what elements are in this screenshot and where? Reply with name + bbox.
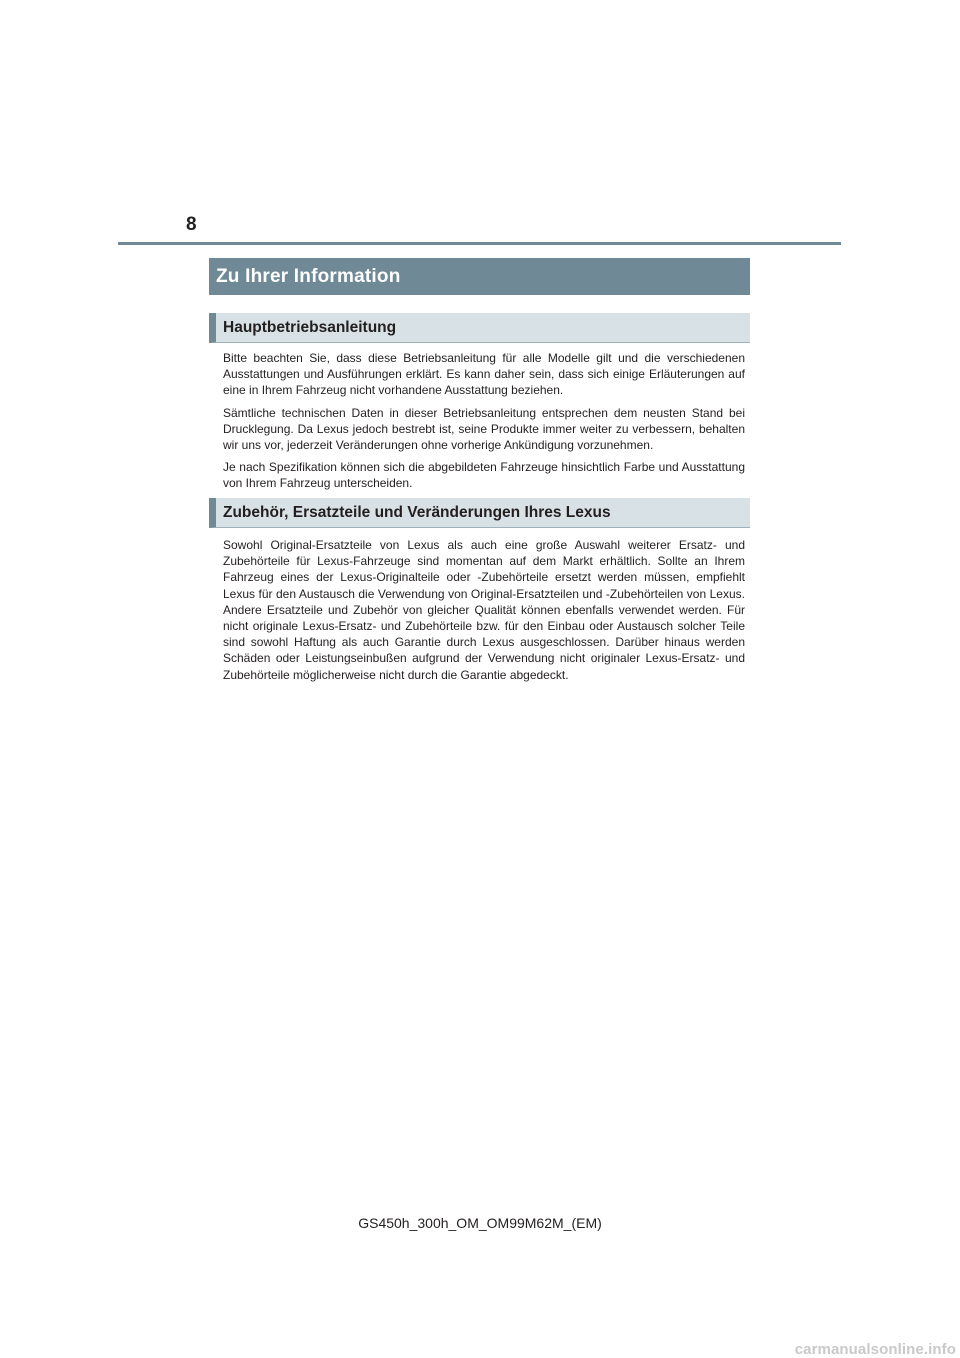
section-title: Zubehör, Ersatzteile und Veränderungen Ihres Lexus (223, 503, 611, 521)
section-header-zubehoer (209, 498, 750, 528)
chapter-header (209, 258, 750, 295)
section-title: Hauptbetriebsanleitung (223, 318, 397, 336)
paragraph: Je nach Spezifikation können sich die abgebildeten Fahrzeuge hinsichtlich Farbe und Ausstattung von Ihrem Fahrzeug unterscheiden. (223, 460, 745, 491)
paragraph: Bitte beachten Sie, dass diese Betriebsanleitung für alle Modelle gilt und die verschiedenen Ausstattungen und Ausführungen erklärt. Es kann daher sein, dass sich einige Erläuterungen auf eine in Ihrem Fahrzeug nicht vorhandene Ausstattung beziehen. (223, 351, 745, 398)
paragraph: Sowohl Original-Ersatzteile von Lexus als auch eine große Auswahl weiterer Ersatz- und Zubehörteile für Lexus-Fahrzeuge sind momentan auf dem Markt erhältlich. Sollte an Ihrem Fahrzeug eines der Lexus-Originalteile oder -Zubehörteile ersetzt werden müssen, empfiehlt Lexus für den Austausch die Verwendung von Original-Ersatzteilen und -Zubehörteilen von Lexus. Andere Ersatzteile und Zubehör von gleicher Qualität können ebenfalls verwendet werden. Für nicht originale Lexus-Ersatz- und Zubehörteile bzw. für den Einbau oder Austausch solcher Teile sind sowohl Haftung als auch Garantie durch Lexus ausgeschlossen. Darüber hinaus werden Schäden oder Leistungseinbußen aufgrund der Verwendung nicht originaler Lexus-Ersatz- und Zubehörteile möglicherweise nicht durch die Garantie abgedeckt. (223, 538, 745, 682)
paragraph: Sämtliche technischen Daten in dieser Betriebsanleitung entsprechen dem neusten Stand bei Drucklegung. Da Lexus jedoch bestrebt ist, seine Produkte immer weiter zu verbessern, behalten wir uns vor, jederzeit Veränderungen ohne vorherige Ankündigung vorzunehmen. (223, 406, 745, 453)
section-header-hauptbetriebsanleitung (209, 313, 750, 343)
watermark: carmanualsonline.info (794, 1341, 956, 1358)
top-rule (118, 242, 841, 245)
chapter-title: Zu Ihrer Information (216, 265, 401, 287)
footer-code: GS450h_300h_OM_OM99M62M_(EM) (358, 1215, 602, 1231)
page-number: 8 (186, 214, 197, 235)
